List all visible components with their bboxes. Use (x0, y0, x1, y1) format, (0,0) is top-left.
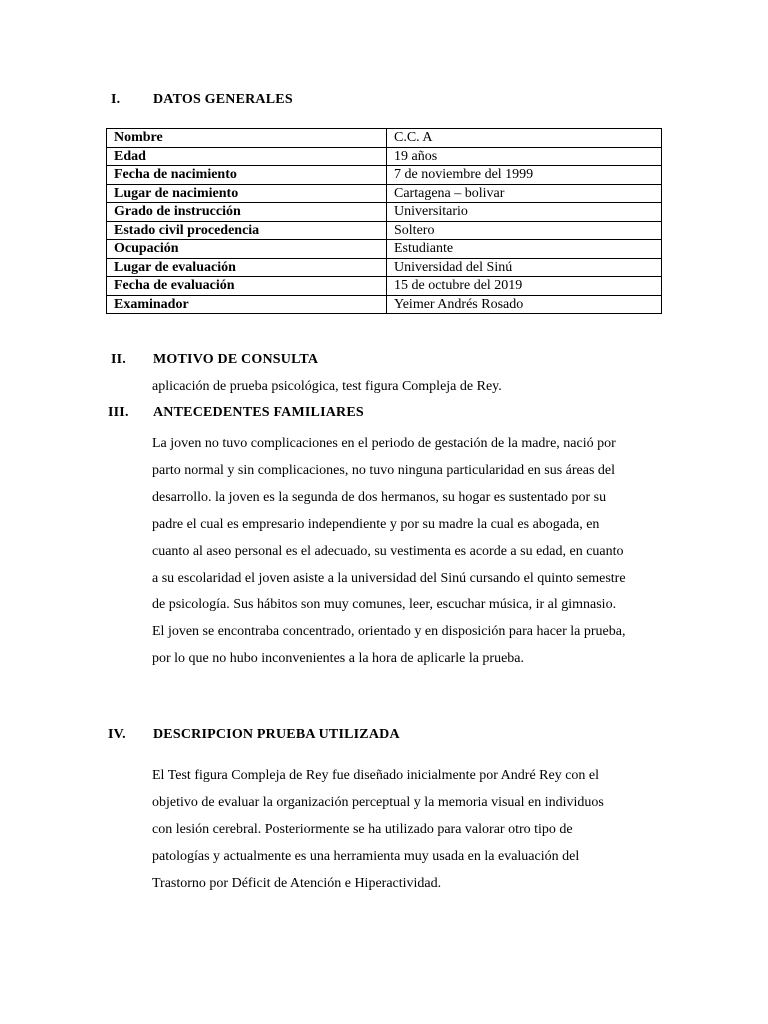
table-label: Nombre (107, 129, 387, 148)
table-label: Estado civil procedencia (107, 221, 387, 240)
table-row (107, 147, 662, 166)
table-value: 15 de octubre del 2019 (387, 277, 662, 296)
section-heading-antecedentes-familiares (108, 405, 364, 421)
table-row (107, 240, 662, 259)
table-label: Lugar de nacimiento (107, 184, 387, 203)
section-title: DATOS GENERALES (153, 92, 293, 107)
paragraph-line: parto normal y sin complicaciones, no tuvo ninguna particularidad en sus áreas del (152, 462, 616, 478)
table-value: Universidad del Sinú (387, 258, 662, 277)
table-row (107, 295, 662, 314)
section-title: MOTIVO DE CONSULTA (153, 352, 319, 367)
paragraph-line: El joven se encontraba concentrado, orientado y en disposición para hacer la prueba, (152, 624, 626, 640)
paragraph-line: con lesión cerebral. Posteriormente se ha utilizado para valorar otro tipo de (152, 821, 573, 837)
table-row (107, 129, 662, 148)
table-label: Grado de instrucción (107, 203, 387, 222)
table-label: Examinador (107, 295, 387, 314)
section-number: II. (111, 352, 126, 367)
paragraph-line: por lo que no hubo inconvenientes a la hora de aplicarle la prueba. (152, 651, 525, 667)
section-number: III. (108, 405, 129, 420)
paragraph-line: cuanto al aseo personal es el adecuado, su vestimenta es acorde a su edad, en cuanto (152, 543, 624, 559)
paragraph-line: El Test figura Compleja de Rey fue diseñado inicialmente por André Rey con el (152, 768, 600, 783)
section-number: I. (111, 92, 121, 107)
table-value: Universitario (387, 203, 662, 222)
table-value: Soltero (387, 221, 662, 240)
paragraph-line: padre el cual es empresario independiente y por su madre la cual es abogada, en (152, 516, 600, 532)
table-label: Edad (107, 147, 387, 166)
table-value: Cartagena – bolivar (387, 184, 662, 203)
table-label: Fecha de evaluación (107, 277, 387, 296)
descripcion-prueba-paragraph (152, 763, 672, 898)
paragraph-line: a su escolaridad el joven asiste a la universidad del Sinú cursando el quinto semestre (152, 570, 626, 586)
motivo-consulta-text: aplicación de prueba psicológica, test figura Compleja de Rey. (152, 379, 502, 394)
section-heading-descripcion-prueba (108, 727, 400, 743)
paragraph-line: desarrollo. la joven es la segunda de dos hermanos, su hogar es sustentado por su (152, 489, 607, 505)
table-label: Lugar de evaluación (107, 258, 387, 277)
paragraph-line: La joven no tuvo complicaciones en el periodo de gestación de la madre, nació por (152, 436, 616, 451)
table-row (107, 258, 662, 277)
paragraph-line: patologías y actualmente es una herramienta muy usada en la evaluación del (152, 848, 580, 864)
table-value: C.C. A (387, 129, 662, 148)
paragraph-line: de psicología. Sus hábitos son muy comunes, leer, escuchar música, ir al gimnasio. (152, 597, 617, 613)
paragraph-line: Trastorno por Déficit de Atención e Hiperactividad. (152, 875, 442, 891)
antecedentes-familiares-paragraph (152, 431, 672, 673)
table-value: 7 de noviembre del 1999 (387, 166, 662, 185)
table-row (107, 166, 662, 185)
table-row (107, 221, 662, 240)
section-title: ANTECEDENTES FAMILIARES (153, 405, 364, 420)
section-heading-datos-generales (111, 92, 293, 108)
table-value: Yeimer Andrés Rosado (387, 295, 662, 314)
table-row (107, 203, 662, 222)
general-data-table (106, 128, 662, 314)
table-label: Ocupación (107, 240, 387, 259)
section-number: IV. (108, 727, 126, 742)
table-value: Estudiante (387, 240, 662, 259)
section-title: DESCRIPCION PRUEBA UTILIZADA (153, 727, 400, 742)
table-label: Fecha de nacimiento (107, 166, 387, 185)
table-row (107, 184, 662, 203)
table-row (107, 277, 662, 296)
table-value: 19 años (387, 147, 662, 166)
section-heading-motivo-consulta (111, 352, 318, 368)
paragraph-line: objetivo de evaluar la organización perceptual y la memoria visual en individuos (152, 794, 604, 810)
